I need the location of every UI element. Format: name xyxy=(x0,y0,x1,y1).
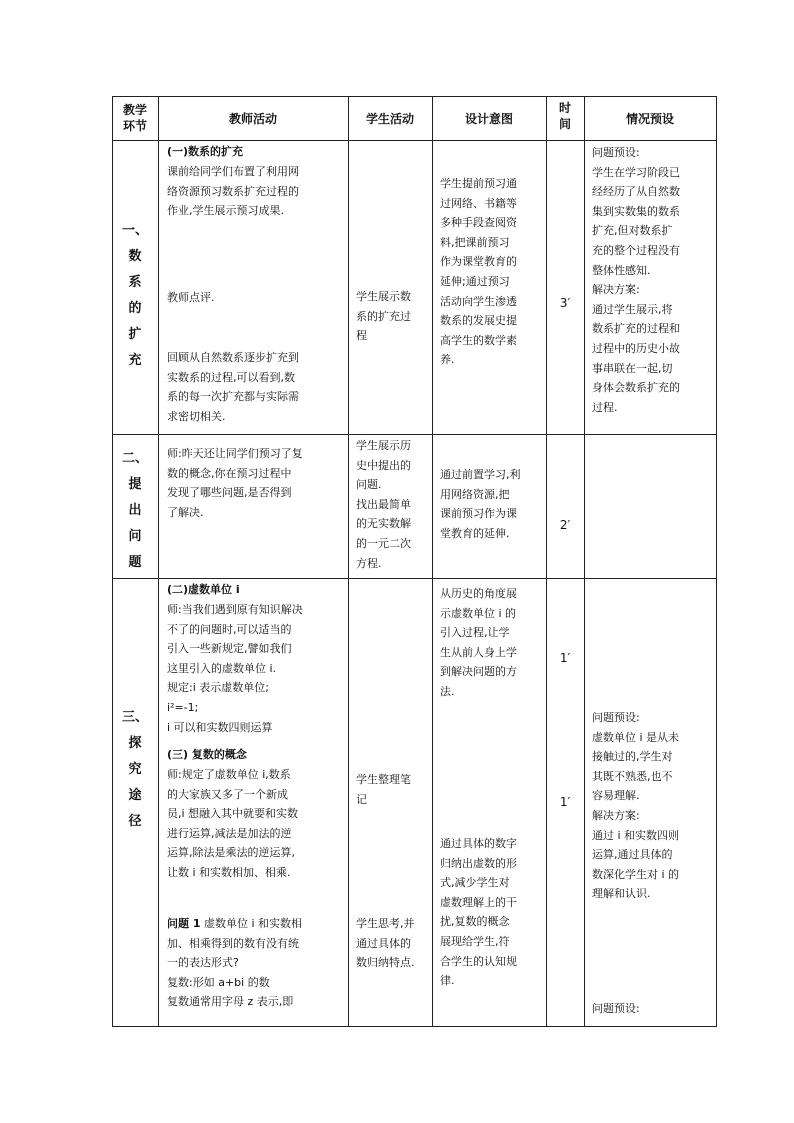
question-1-text: 虚数单位 i 和实数相 加、相乘得到的数有没有统 一的表达形式? 复数:形如 a+bi 的数 复数通常用字母 z 表示,即 xyxy=(167,917,303,1009)
row1-situation: 问题预设: 学生在学习阶段已 经经历了从自然数 集到实数集的数系 扩充,但对数系扩 充的整个过程没有 整体性感知. 解决方案: 通过学生展示,将 数系扩充的过程和 过程中的历史小故 事串联在一起,切 身体会数系扩充的 过程. xyxy=(592,146,680,414)
row2-design-intent: 通过前置学习,利 用网络资源,把 课前预习作为课 堂教育的延伸. xyxy=(440,468,521,540)
row1-teacher-text-1: 课前给同学们布置了利用网 络资源预习数系扩充过程的 作业,学生展示预习成果. xyxy=(167,165,299,218)
row3-teacher-text-2: 师:规定了虚数单位 i,数系 的大家族又多了一个新成 员,i 想融入其中就要和实数 进行运算,减法是加法的逆 运算,除法是乘法的逆运算, 让数 i 和实数相加、相乘. xyxy=(167,768,299,879)
header-situation: 情况预设 xyxy=(625,112,674,126)
row2-student-activity: 学生展示历 史中提出的 问题. 找出最简单 的无实数解 的一元二次 方程. xyxy=(356,439,411,570)
row3-teacher-title-1: (二)虚数单位 i xyxy=(167,583,240,596)
header-time: 时 间 xyxy=(558,101,571,131)
row1-time: 3′ xyxy=(559,296,571,310)
row3-teacher-title-2: (三) 复数的概念 xyxy=(167,748,247,761)
row3-student-activity-2: 学生思考,并 通过具体的 数归纳特点. xyxy=(356,917,415,970)
row3-design-intent-1: 从历史的角度展 示虚数单位 i 的 引入过程,让学 生从前人身上学 到解决问题的方 法. xyxy=(440,587,517,698)
row1-student-activity: 学生展示数 系的扩充过 程 xyxy=(356,290,411,343)
row3-situation-1: 问题预设: 虚数单位 i 是从未 接触过的,学生对 其既不熟悉,也不 容易理解. 解决方案: 通过 i 和实数四则 运算,通过具体的 数深化学生对 i 的 理解和认识. xyxy=(592,711,680,901)
row3-design-intent-2: 通过具体的数字 归纳出虚数的形 式,减少学生对 虚数理解上的干 扰,复数的概念 展现给学生,符 合学生的认知规 律. xyxy=(440,837,517,988)
row1-teacher-text-3: 回顾从自然数系逐步扩充到 实数系的过程,可以看到,数 系的每一次扩充都与实际需 求密切相关. xyxy=(167,351,299,423)
row2-teacher-text: 师:昨天还让同学们预习了复 数的概念,你在预习过程中 发现了哪些问题,是否得到 了解决. xyxy=(167,447,303,519)
row3-student-activity-1: 学生整理笔 记 xyxy=(356,773,411,806)
row1-design-intent: 学生提前预习通 过网络、书籍等 多种手段查阅资 料,把课前预习 作为课堂教育的 延伸;通过预习 活动向学生渗透 数系的发展史提 高学生的数学素 养. xyxy=(440,177,517,367)
header-student-activity: 学生活动 xyxy=(365,112,414,126)
header-teacher-activity: 教师活动 xyxy=(228,112,277,126)
row1-teacher-title: (一)数系的扩充 xyxy=(167,145,244,158)
row3-situation-2: 问题预设: xyxy=(592,1002,640,1015)
row3-teacher-text-1: 师:当我们遇到原有知识解决 不了的问题时,可以适当的 引入一些新规定,譬如我们 这里引入的虚数单位 i. 规定:i 表示虚数单位; i²=-1; i 可以和实数四则运算 xyxy=(167,603,303,734)
row3-time-1: 1′ xyxy=(559,651,571,665)
stage-3-label: 三、 探 究 途 径 xyxy=(121,710,148,829)
header-stage: 教学 环节 xyxy=(122,103,147,133)
stage-2-label: 二、 提 出 问 题 xyxy=(121,451,148,570)
row3-question-block xyxy=(167,914,345,1012)
stage-1-label: 一、 数 系 的 扩 充 xyxy=(121,223,148,368)
row2-time: 2′ xyxy=(559,518,571,532)
header-design-intent: 设计意图 xyxy=(464,112,513,126)
row3-time-2: 1′ xyxy=(559,795,571,809)
question-1-label: 问题 1 xyxy=(167,917,201,930)
row1-teacher-text-2: 教师点评. xyxy=(167,291,215,304)
